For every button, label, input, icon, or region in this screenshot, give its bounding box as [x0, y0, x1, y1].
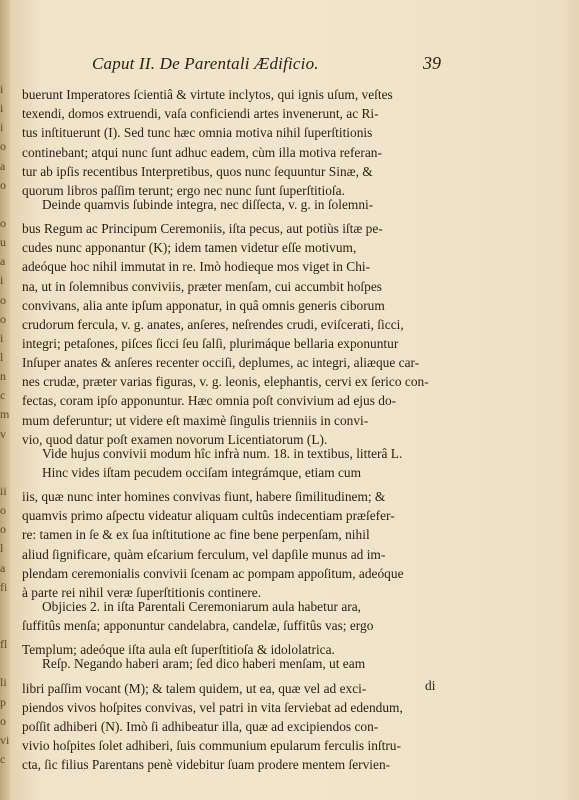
line-text: continebant; atqui nunc ſunt adhuc eadem, cùm illa motiva referan-: [22, 144, 382, 160]
text-line: [0, 367, 460, 390]
line-text: mum deferuntur; ut videre eſt maximè ſingulis trienniis in convi-: [22, 412, 369, 428]
text-line: [0, 482, 460, 505]
margin-fragment: li: [0, 675, 7, 690]
margin-fragment: i: [0, 120, 4, 135]
text-line: [0, 80, 460, 103]
line-text: Inſuper anates & anſeres recenter occiſi, deplumes, ac integri, aliæque car-: [22, 355, 420, 371]
line-text: ſuffitûs menſa; apponuntur candelabra, candelæ, ſuffitûs vas; ergo: [22, 617, 374, 633]
margin-fragment: fi: [0, 579, 8, 594]
text-line: [0, 157, 460, 179]
margin-fragment: n: [0, 369, 6, 384]
text-line: [0, 118, 460, 141]
text-line: [0, 539, 460, 562]
margin-fragment: o: [0, 503, 6, 518]
text-line: [0, 310, 460, 332]
line-text: tur ab ipſis recentibus Interpretibus, quos nunc ſequuntur Sinæ, &: [22, 163, 373, 179]
line-text: na, ut in ſolemnibus conviviis, præter menſam, cui accumbit hoſpes: [22, 278, 382, 294]
text-line: [0, 635, 460, 658]
page-number: 39: [423, 53, 441, 73]
margin-fragment: o: [0, 311, 6, 326]
line-text: quamvis primo aſpectu videatur aliquam cultûs indecentiam præſefer-: [22, 508, 395, 524]
line-text: tus inſtituerunt (I). Sed tunc hæc omnia motiva nihil ſuperſtitionis: [22, 125, 373, 141]
body-text: [0, 80, 460, 773]
margin-fragment: v: [0, 426, 6, 441]
line-text: Deinde quamvis ſubinde integra, nec diſſecta, v. g. in ſolemni-: [42, 196, 374, 212]
text-line: [0, 559, 460, 581]
catchword: di: [425, 678, 436, 693]
margin-fragment: i: [0, 101, 4, 116]
text-line: [0, 501, 460, 524]
text-line: [0, 214, 460, 237]
margin-fragment: p: [0, 694, 6, 709]
line-text: à parte rei nihil veræ ſuperſtitionis continere.: [22, 584, 262, 600]
text-line: [0, 99, 460, 122]
line-text: convivans, alia ante ipſum apponatur, in quâ omnis generis ciborum: [22, 297, 385, 313]
margin-fragment: o: [0, 139, 6, 154]
margin-fragment: i: [0, 273, 4, 288]
line-text: nes crudæ, præter varias figuras, v. g. leonis, elephantis, cervi ex ſerico con-: [22, 374, 429, 390]
text-line: [0, 731, 460, 753]
line-text: libri paſſim vocant (M); & talem quidem, ut ea, quæ vel ad exci-: [22, 680, 367, 696]
margin-fragment: c: [0, 388, 6, 403]
line-text: vivio hoſpites ſolet adhiberi, ſuis communium epularum ferculis inſtru-: [22, 737, 401, 753]
line-text: cta, ſic filius Parentans penè videbitur ſuam prodere mentem ſervien-: [22, 757, 391, 773]
margin-fragment: c: [0, 751, 6, 766]
line-text: piendos vivos hoſpites convivas, vel patri in vita ſerviebat ad edendum,: [22, 699, 403, 715]
margin-fragment: ii: [0, 483, 7, 498]
text-line: [0, 693, 460, 715]
margin-fragment: a: [0, 560, 6, 575]
margin-fragment: vi: [0, 732, 10, 747]
text-line: [0, 444, 460, 463]
line-text: Vide hujus convivii modum hîc infrà num. 18. in textibus, litterâ L.: [42, 445, 403, 461]
running-title: Caput II. De Parentali Ædificio.: [92, 54, 319, 73]
line-text: quorum libros paſſim terunt; ergo nec nunc ſunt ſuperſtitioſa.: [22, 182, 345, 198]
line-text: Hinc vides iſtam pecudem occiſam integrámque, etiam cum: [42, 464, 362, 480]
text-line: [0, 616, 460, 635]
text-line: [0, 348, 460, 371]
margin-fragment: o: [0, 177, 6, 192]
line-text: cudes nunc apponantur (K); idem tamen videtur eſſe motivum,: [22, 240, 357, 256]
text-line: [0, 463, 460, 482]
text-line: [0, 233, 460, 256]
text-line: [0, 291, 460, 313]
line-text: plendam ceremonialis convivii ſcenam ac pompam appoſitum, adeóque: [22, 565, 404, 581]
text-line: [0, 425, 460, 447]
text-line: [0, 386, 460, 409]
margin-fragment: o: [0, 522, 6, 537]
margin-fragment: fl: [0, 637, 8, 652]
text-line: [0, 654, 460, 673]
line-text: Templum; adeóque iſta aula eſt ſuperſtitioſa & idololatrica.: [22, 642, 335, 658]
margin-fragment: a: [0, 158, 6, 173]
line-text: Reſp. Negando haberi aram; ſed dico haberi menſam, ut eam: [42, 656, 366, 672]
margin-fragment: l: [0, 541, 4, 556]
text-line: [0, 252, 460, 275]
margin-fragment: o: [0, 292, 6, 307]
text-line: [0, 520, 460, 543]
margin-fragment: i: [0, 82, 4, 96]
line-text: bus Regum ac Principum Ceremoniis, iſta pecus, aut potiùs iſtæ pe-: [22, 221, 383, 237]
margin-fragment: u: [0, 235, 6, 250]
line-text: buerunt Imperatores ſcientiâ & virtute inclytos, qui ignis uſum, veſtes: [22, 87, 393, 103]
margin-fragment: l: [0, 349, 4, 364]
line-text: texendi, domos extruendi, vaſa conficiendi artes invenerunt, ac Ri-: [22, 106, 379, 122]
line-text: crudorum fercula, v. g. anates, anſeres, neſrendes crudi, eviſcerati, ſicci,: [22, 316, 404, 332]
text-line: [0, 673, 460, 696]
text-line: [0, 195, 460, 214]
margin-fragment: o: [0, 713, 6, 728]
text-line: [0, 405, 460, 428]
text-line: [0, 271, 460, 294]
text-line: [0, 597, 460, 616]
margin-fragment: a: [0, 254, 6, 269]
margin-fragment: i: [0, 330, 4, 345]
text-line: [0, 176, 460, 198]
line-text: adeóque hoc nihil immutat in re. Imò hodieque mos viget in Chi-: [22, 259, 371, 275]
line-text: poſſit adhiberi (N). Imò ſi adhibeatur illa, quæ ad excipiendos con-: [22, 718, 379, 734]
text-line: [0, 137, 460, 160]
text-line: [0, 329, 460, 351]
line-text: Objicies 2. in iſta Parentali Ceremoniarum aula habetur ara,: [42, 598, 362, 614]
line-text: aliud ſignificare, quàm eſcarium ferculum, vel dapſile munus ad im-: [22, 546, 386, 562]
line-text: re: tamen in ſe & ex ſua inſtitutione ac fine bene perpenſam, nihil: [22, 527, 370, 543]
line-text: iis, quæ nunc inter homines convivas fiunt, habere ſimilitudinem; &: [22, 489, 386, 505]
line-text: fectas, coram ipſo apponuntur. Hæc omnia poſt convivium ad ejus do-: [22, 393, 397, 409]
line-text: vio, quod datur poſt examen novorum Licentiatorum (L).: [22, 431, 328, 447]
margin-fragment: m: [0, 407, 10, 422]
line-text: integri; petaſones, piſces ſicci ſeu ſalſi, plurimáque bellaria exponuntur: [22, 335, 399, 351]
margin-fragment: o: [0, 215, 6, 230]
